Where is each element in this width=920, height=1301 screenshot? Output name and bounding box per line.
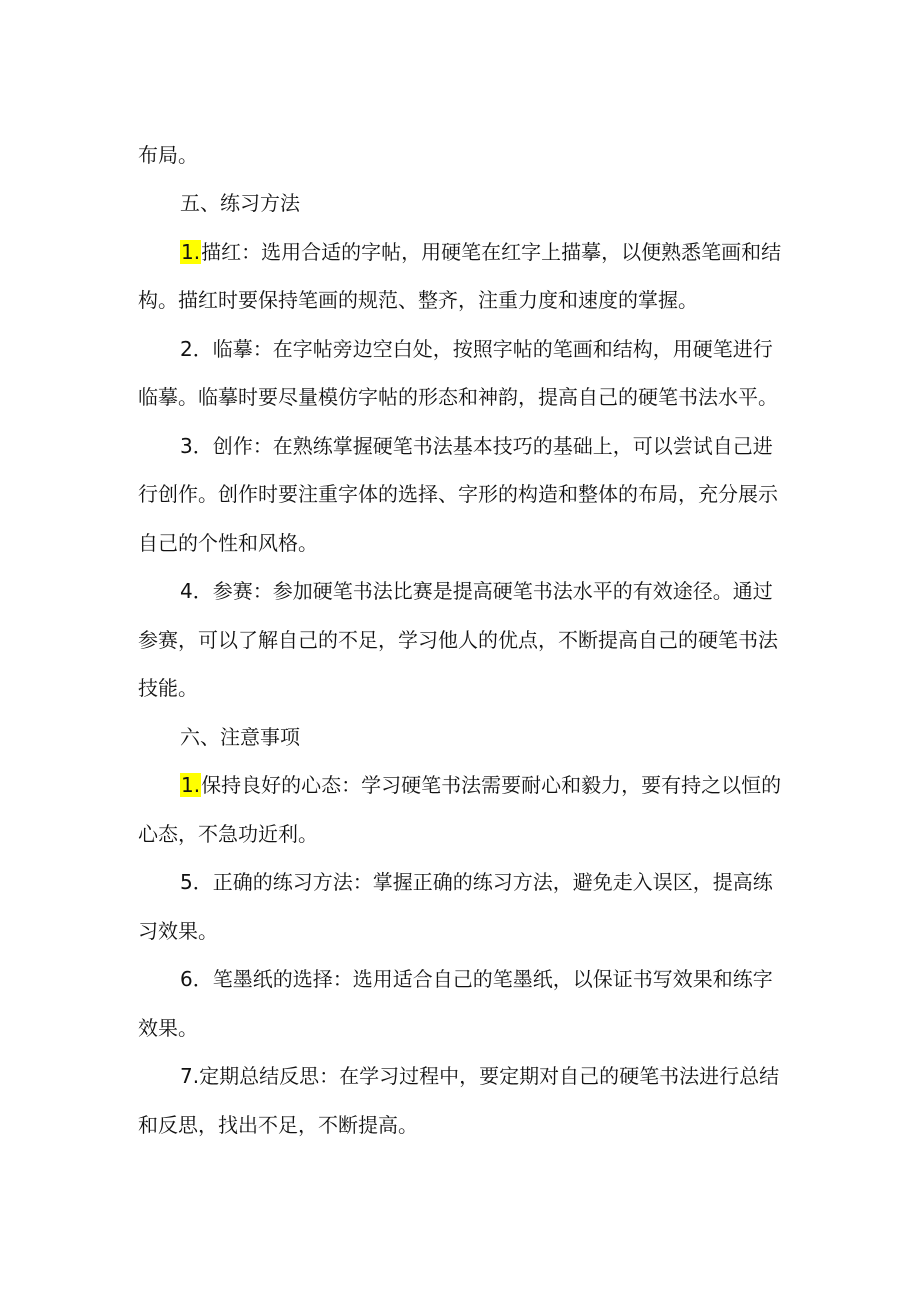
paragraph-line: 7.定期总结反思：在学习过程中，要定期对自己的硬笔书法进行总结 <box>180 1064 780 1088</box>
paragraph-line: 行创作。创作时要注重字体的选择、字形的构造和整体的布局，充分展示 <box>138 482 778 506</box>
highlighted-number: 1. <box>181 773 201 797</box>
paragraph-line: 构。描红时要保持笔画的规范、整齐，注重力度和速度的掌握。 <box>138 288 698 312</box>
paragraph-line: 效果。 <box>138 1016 198 1040</box>
paragraph-line: 临摹。临摹时要尽量模仿字帖的形态和神韵，提高自己的硬笔书法水平。 <box>138 385 778 409</box>
highlighted-number: 1. <box>181 240 201 264</box>
paragraph-line: 技能。 <box>138 676 198 700</box>
paragraph-line <box>180 771 781 799</box>
paragraph-line: 2．临摹：在字帖旁边空白处，按照字帖的笔画和结构，用硬笔进行 <box>180 337 773 361</box>
paragraph-line: 自己的个性和风格。 <box>138 531 318 555</box>
paragraph-line: 3．创作：在熟练掌握硬笔书法基本技巧的基础上，可以尝试自己进 <box>180 434 773 458</box>
paragraph-line: 心态，不急功近利。 <box>138 822 318 846</box>
section-heading: 六、注意事项 <box>180 725 300 749</box>
paragraph-line: 习效果。 <box>138 919 218 943</box>
paragraph-text: 保持良好的心态：学习硬笔书法需要耐心和毅力，要有持之以恒的 <box>201 773 782 797</box>
paragraph-line <box>180 238 781 266</box>
paragraph-line: 参赛，可以了解自己的不足，学习他人的优点，不断提高自己的硬笔书法 <box>138 628 778 652</box>
paragraph-line: 5．正确的练习方法：掌握正确的练习方法，避免走入误区，提高练 <box>180 870 773 894</box>
paragraph-line: 布局。 <box>138 143 198 167</box>
paragraph-line: 4．参赛：参加硬笔书法比赛是提高硬笔书法水平的有效途径。通过 <box>180 579 773 603</box>
paragraph-line: 和反思，找出不足，不断提高。 <box>138 1113 418 1137</box>
section-heading: 五、练习方法 <box>180 191 300 215</box>
paragraph-line: 6．笔墨纸的选择：选用适合自己的笔墨纸，以保证书写效果和练字 <box>180 967 773 991</box>
paragraph-text: 描红：选用合适的字帖，用硬笔在红字上描摹，以便熟悉笔画和结 <box>201 240 782 264</box>
